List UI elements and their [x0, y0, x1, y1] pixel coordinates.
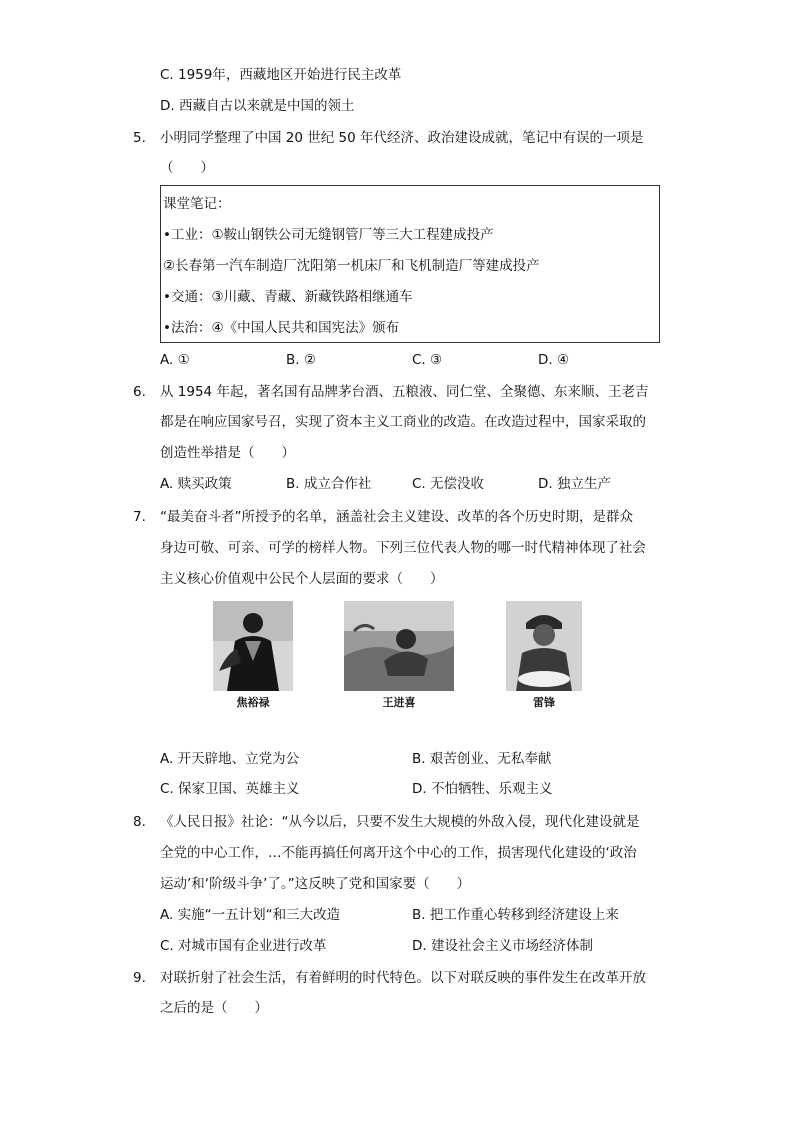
wang-jinxi-caption: 王进喜	[382, 696, 416, 709]
q8-option-c: C. 对城市国有企业进行改革	[160, 938, 327, 954]
q7-stem-line3: 主义核心价值观中公民个人层面的要求（ ）	[160, 571, 444, 587]
q6-option-d: D. 独立生产	[538, 476, 611, 492]
q7-number: 7.	[133, 509, 146, 525]
q4-option-c: C. 1959年，西藏地区开始进行民主改革	[160, 67, 402, 83]
q8-option-d: D. 建设社会主义市场经济体制	[412, 938, 593, 954]
q6-stem-line3: 创造性举措是（ ）	[160, 445, 295, 461]
jiao-yulu-caption: 焦裕禄	[236, 696, 270, 709]
q5-notes-line4: •法治：④《中国人民共和国宪法》颁布	[163, 320, 400, 336]
q6-option-c: C. 无偿没收	[412, 476, 485, 492]
q5-option-c: C. ③	[412, 352, 443, 368]
q8-option-a: A. 实施“一五计划“和三大改造	[160, 907, 341, 923]
q9-number: 9.	[133, 970, 146, 986]
q5-notes-title: 课堂笔记：	[163, 196, 231, 212]
q5-option-d: D. ④	[538, 352, 570, 368]
q8-number: 8.	[133, 814, 146, 830]
q6-stem-line1: 从 1954 年起，著名国有品牌茅台酒、五粮液、同仁堂、全聚德、东来顺、王老吉	[160, 384, 649, 400]
q5-notes-line1: •工业：①鞍山钢铁公司无缝钢管厂等三大工程建成投产	[163, 227, 494, 243]
q6-number: 6.	[133, 384, 146, 400]
q9-stem-line2: 之后的是（ ）	[160, 1000, 268, 1016]
lei-feng-caption: 雷锋	[533, 696, 555, 709]
q6-stem-line2: 都是在响应国家号召，实现了资本主义工商业的改造。在改造过程中，国家采取的	[160, 414, 646, 430]
q7-stem-line1: “最美奋斗者”所授予的名单，涵盖社会主义建设、改革的各个历史时期，是群众	[160, 509, 633, 525]
q5-option-b: B. ②	[286, 352, 316, 368]
q7-option-a: A. 开天辟地、立党为公	[160, 751, 300, 767]
q7-option-c: C. 保家卫国、英雄主义	[160, 781, 300, 797]
q5-notes-box	[160, 185, 660, 343]
q5-notes-line2: ②长春第一汽车制造厂沈阳第一机床厂和飞机制造厂等建成投产	[163, 258, 540, 274]
q5-stem-line1: 小明同学整理了中国 20 世纪 50 年代经济、政治建设成就，笔记中有误的一项是	[160, 130, 644, 146]
q8-stem-line3: 运动’和‘阶级斗争’了。”这反映了党和国家要（ ）	[160, 876, 471, 892]
q8-option-b: B. 把工作重心转移到经济建设上来	[412, 907, 619, 923]
q5-number: 5.	[133, 130, 146, 146]
q5-option-a: A. ①	[160, 352, 190, 368]
q9-stem-line1: 对联折射了社会生活，有着鲜明的时代特色。以下对联反映的事件发生在改革开放	[160, 970, 646, 986]
q8-stem-line1: 《人民日报》社论：“从今以后，只要不发生大规模的外敌入侵，现代化建设就是	[160, 814, 640, 830]
q7-option-d: D. 不怕牺牲、乐观主义	[412, 781, 553, 797]
q5-notes-line3: •交通：③川藏、青藏、新藏铁路相继通车	[163, 289, 413, 305]
q6-option-a: A. 赎买政策	[160, 476, 232, 492]
q6-option-b: B. 成立合作社	[286, 476, 372, 492]
q7-stem-line2: 身边可敬、可亲、可学的榜样人物。下列三位代表人物的哪一时代精神体现了社会	[160, 540, 646, 556]
lei-feng-photo	[506, 601, 582, 691]
q7-option-b: B. 艰苦创业、无私奉献	[412, 751, 552, 767]
q4-option-d: D. 西藏自古以来就是中国的领土	[160, 98, 355, 114]
wang-jinxi-photo	[344, 601, 454, 691]
q5-stem-line2: （ ）	[160, 160, 214, 176]
jiao-yulu-photo	[213, 601, 293, 691]
q8-stem-line2: 全党的中心工作，…不能再搞任何离开这个中心的工作，损害现代化建设的‘政治	[160, 845, 637, 861]
